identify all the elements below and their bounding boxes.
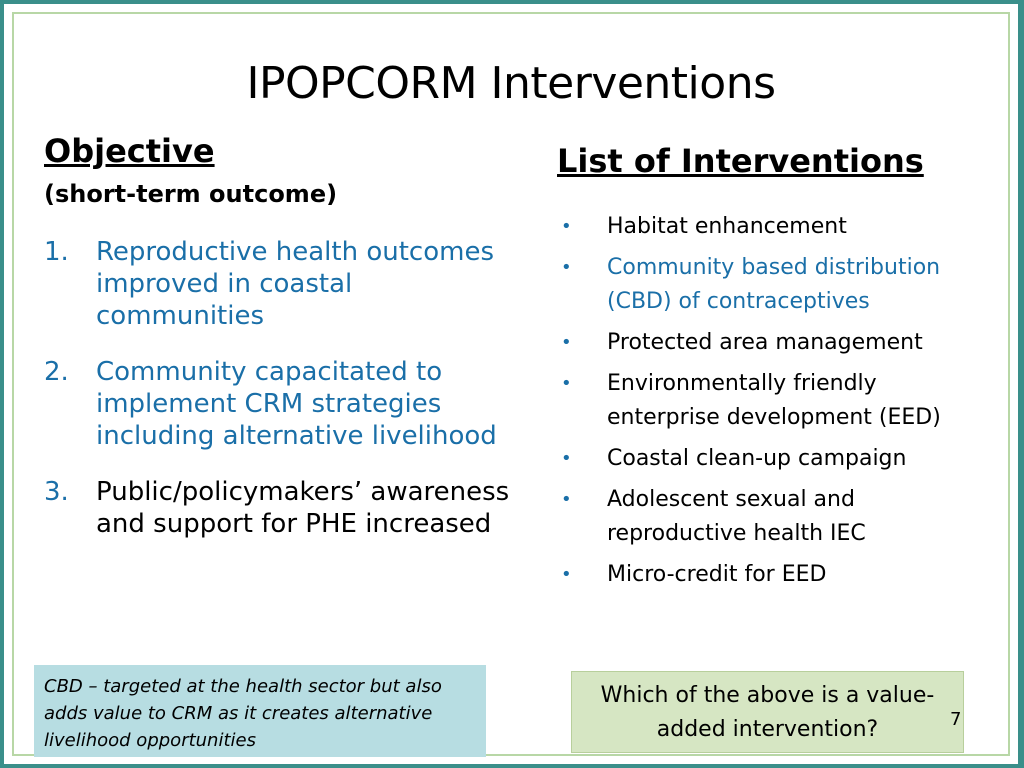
- page-number: 7: [950, 709, 962, 730]
- intervention-item-4: [557, 367, 987, 435]
- intervention-item-6: [557, 483, 987, 551]
- intervention-item-5: [557, 442, 987, 476]
- objective-number: 2.: [44, 357, 69, 387]
- intervention-text: Coastal clean-up campaign: [607, 446, 907, 471]
- intervention-text: Habitat enhancement: [607, 214, 847, 239]
- bullet-icon: •: [561, 489, 572, 510]
- bullet-icon: •: [561, 564, 572, 585]
- intervention-item-3: [557, 326, 987, 360]
- objective-item-3: [44, 476, 514, 540]
- objective-list: [44, 236, 514, 564]
- objective-text: Reproductive health outcomes improved in coastal communities: [96, 237, 494, 331]
- intervention-text: Adolescent sexual and reproductive health IEC: [607, 487, 866, 546]
- intervention-text: Protected area management: [607, 330, 923, 355]
- objective-text: Community capacitated to implement CRM strategies including alternative livelihood: [96, 357, 497, 451]
- objective-subheading: (short-term outcome): [44, 180, 338, 208]
- bullet-icon: •: [561, 373, 572, 394]
- intervention-item-2: [557, 251, 987, 319]
- objective-item-1: [44, 236, 514, 332]
- cbd-note-box: CBD – targeted at the health sector but also adds value to CRM as it creates alternative livelihood opportunities: [34, 665, 486, 757]
- bullet-icon: •: [561, 332, 572, 353]
- intervention-item-1: [557, 210, 987, 244]
- intervention-item-7: [557, 558, 987, 592]
- slide-title: IPOPCORM Interventions: [246, 58, 776, 109]
- interventions-heading: List of Interventions: [557, 142, 924, 180]
- question-box: Which of the above is a value-added intervention?: [571, 671, 964, 753]
- intervention-text: Micro-credit for EED: [607, 562, 827, 587]
- objective-number: 1.: [44, 237, 69, 267]
- bullet-icon: •: [561, 257, 572, 278]
- objective-number: 3.: [44, 477, 69, 507]
- intervention-text: Environmentally friendly enterprise development (EED): [607, 371, 941, 430]
- intervention-text: Community based distribution (CBD) of contraceptives: [607, 255, 941, 314]
- objective-text: Public/policymakers’ awareness and support for PHE increased: [96, 477, 510, 539]
- slide: [4, 4, 1018, 764]
- interventions-list: [557, 210, 987, 599]
- objective-item-2: [44, 356, 514, 452]
- bullet-icon: •: [561, 216, 572, 237]
- bullet-icon: •: [561, 448, 572, 469]
- objective-heading: Objective: [44, 132, 215, 170]
